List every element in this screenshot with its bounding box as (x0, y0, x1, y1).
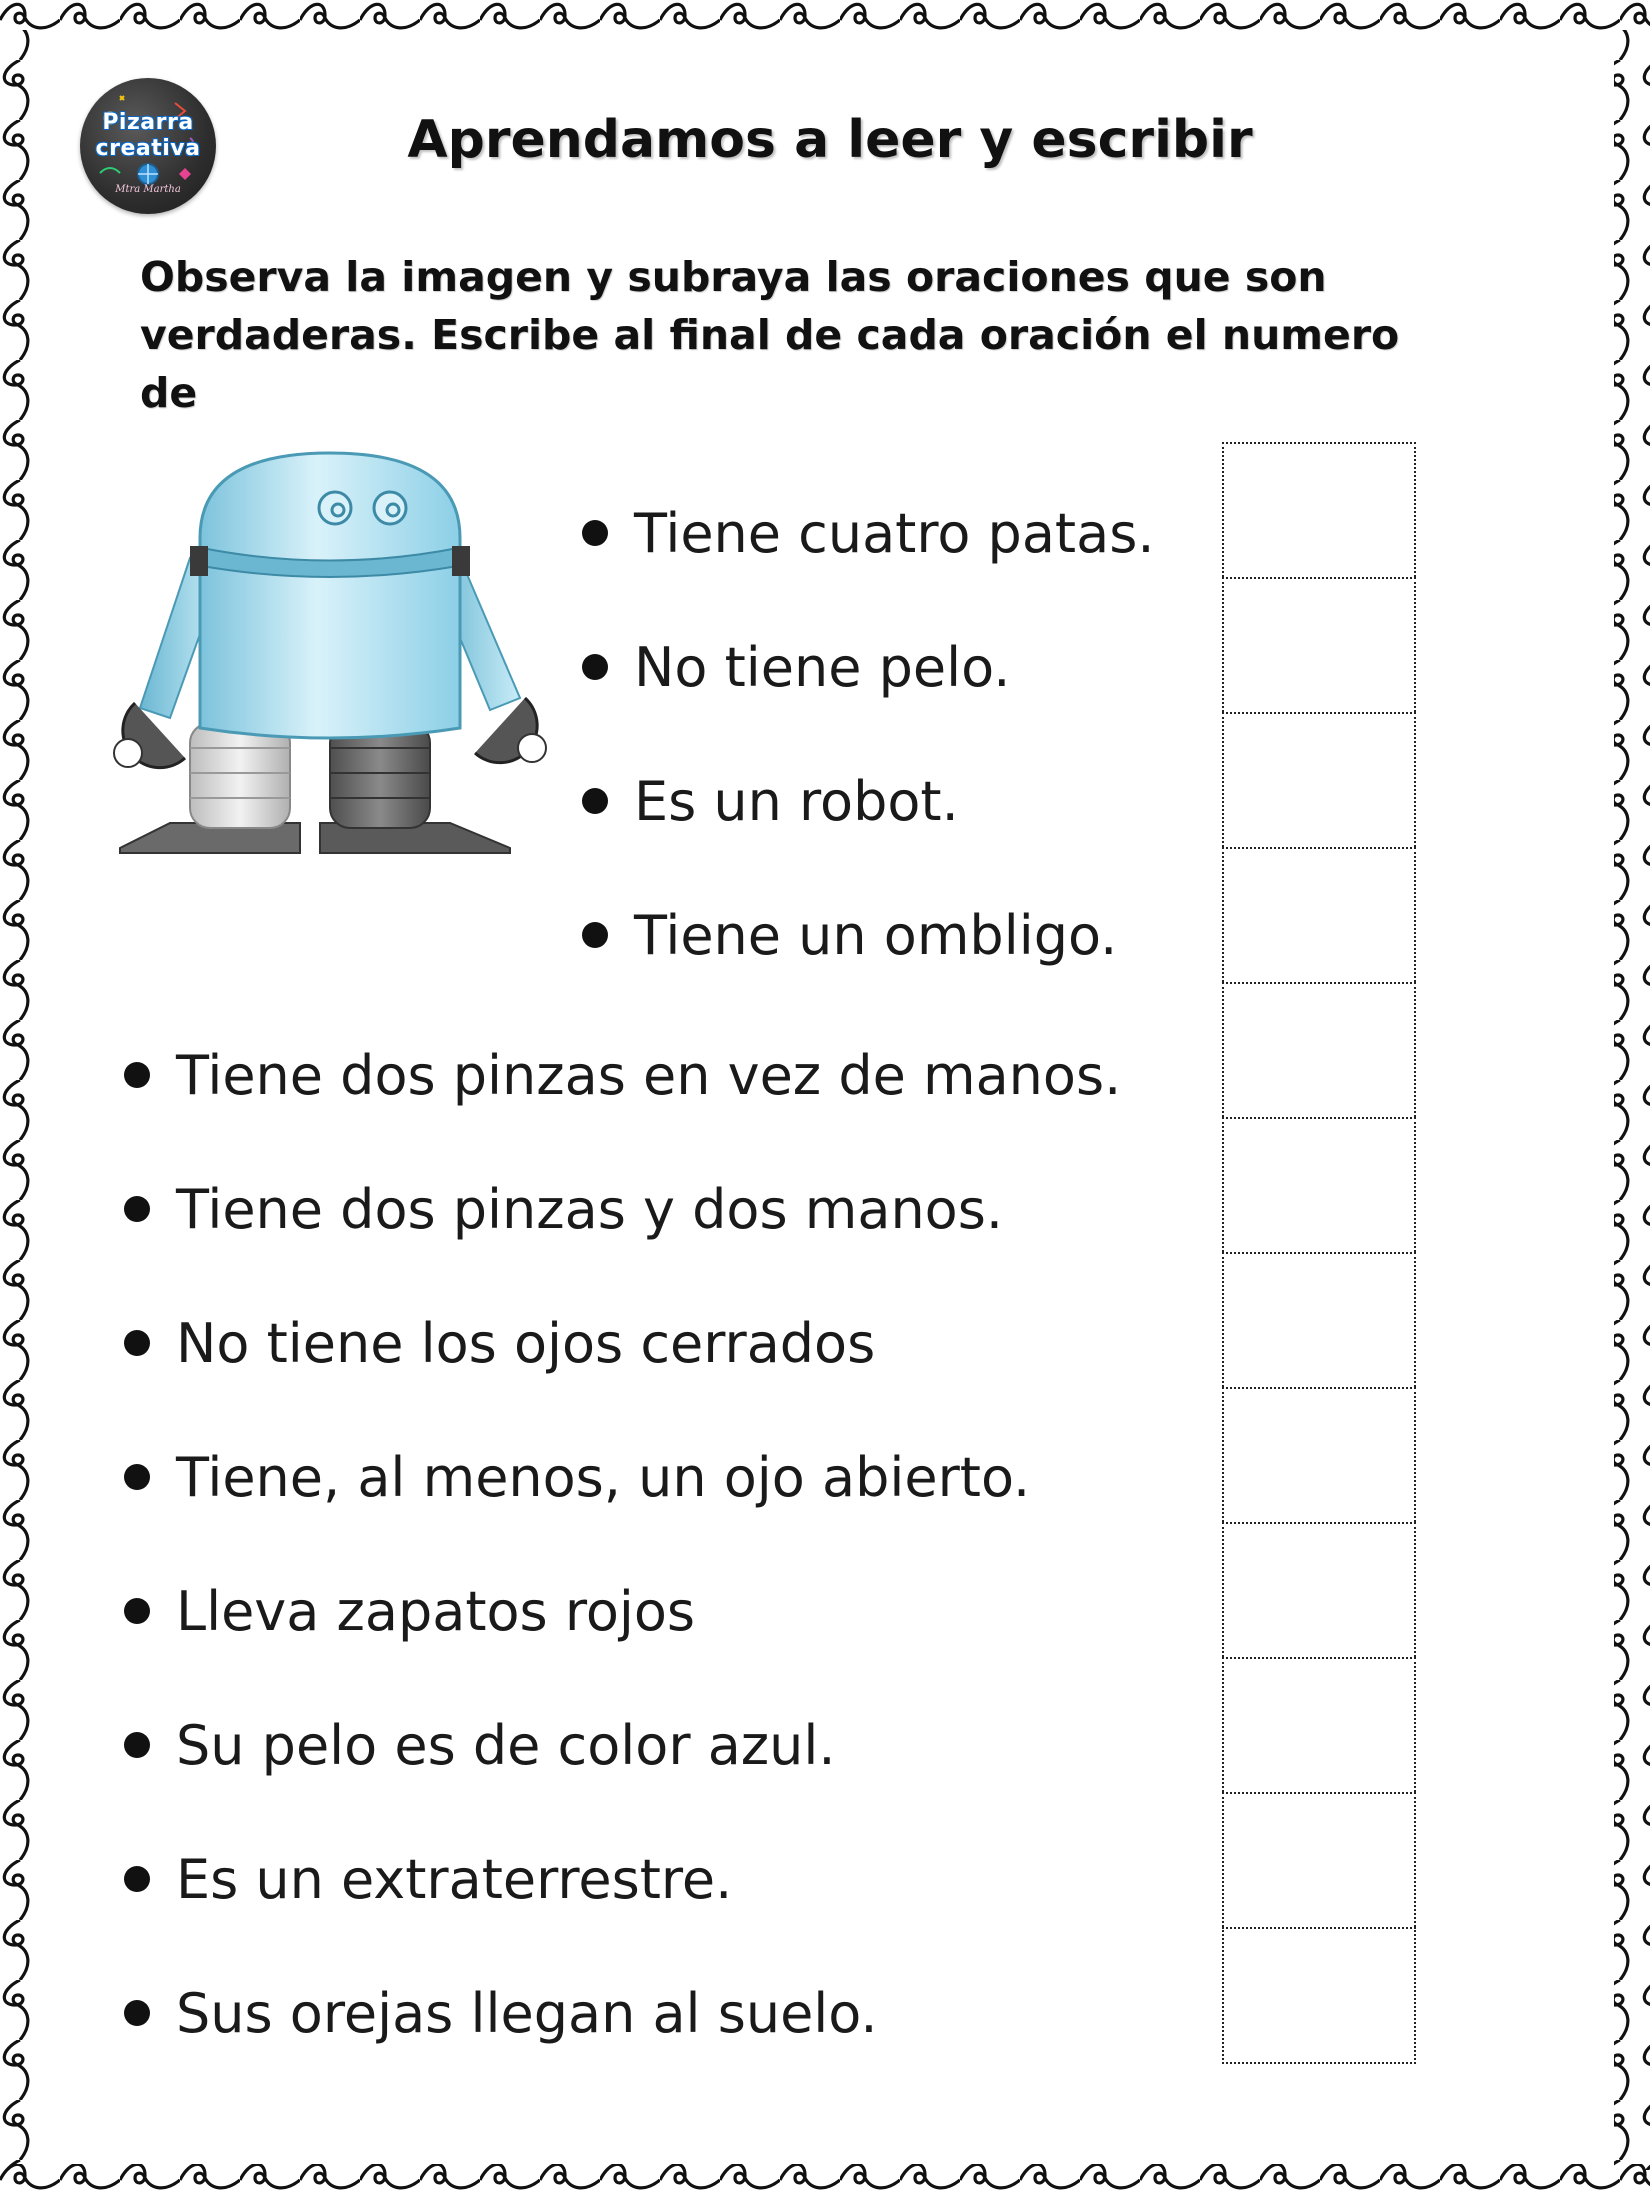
logo-line-2: creativa (95, 136, 201, 161)
bullet-icon (582, 788, 608, 814)
sentence-text: Tiene cuatro patas. (634, 501, 1155, 565)
sentence-7[interactable] (124, 1298, 875, 1388)
sentence-text: Su pelo es de color azul. (176, 1713, 836, 1777)
sentence-text: No tiene los ojos cerrados (176, 1311, 876, 1375)
sentence-text: Lleva zapatos rojos (176, 1579, 696, 1643)
bullet-icon (124, 1330, 150, 1356)
sentence-text: Tiene dos pinzas en vez de manos. (176, 1043, 1122, 1107)
bullet-icon (124, 1866, 150, 1892)
sentence-text: Tiene un ombligo. (634, 903, 1118, 967)
sentence-9[interactable] (124, 1566, 695, 1656)
answer-box-11[interactable] (1222, 1792, 1416, 1927)
bullet-icon (582, 654, 608, 680)
sentence-6[interactable] (124, 1164, 1003, 1254)
page-title: Aprendamos a leer y escribir (407, 110, 1253, 170)
answer-box-9[interactable] (1222, 1522, 1416, 1657)
answer-box-4[interactable] (1222, 847, 1416, 982)
robot-illustration-icon (90, 448, 620, 888)
logo-line-1: Pizarra (102, 110, 194, 135)
sentence-4[interactable] (582, 890, 1117, 980)
sentence-text: Tiene, al menos, un ojo abierto. (176, 1445, 1031, 1509)
bullet-icon (124, 1732, 150, 1758)
answer-box-8[interactable] (1222, 1387, 1416, 1522)
sentence-12[interactable] (124, 1968, 878, 2058)
sentence-11[interactable] (124, 1834, 732, 1924)
sentence-text: No tiene pelo. (634, 635, 1011, 699)
answer-box-2[interactable] (1222, 577, 1416, 712)
sentence-text: Es un extraterrestre. (176, 1847, 733, 1911)
bullet-icon (582, 922, 608, 948)
answer-box-1[interactable] (1222, 442, 1416, 577)
bullet-icon (124, 1464, 150, 1490)
sentence-1[interactable] (582, 488, 1155, 578)
sentence-2[interactable] (582, 622, 1010, 712)
logo-signature: Mtra Martha (115, 184, 181, 195)
sentence-8[interactable] (124, 1432, 1030, 1522)
answer-box-3[interactable] (1222, 712, 1416, 847)
sentence-3[interactable] (582, 756, 959, 846)
bullet-icon (124, 1196, 150, 1222)
bullet-icon (124, 2000, 150, 2026)
answer-box-10[interactable] (1222, 1657, 1416, 1792)
sentence-10[interactable] (124, 1700, 836, 1790)
answer-box-12[interactable] (1222, 1927, 1416, 2064)
bullet-icon (124, 1062, 150, 1088)
instructions-text: Observa la imagen y subraya las oraciones que son verdaderas. Escribe al final de cada oración el numero de (140, 253, 1400, 417)
answer-box-6[interactable] (1222, 1117, 1416, 1252)
sentence-text: Sus orejas llegan al suelo. (176, 1981, 878, 2045)
bullet-icon (124, 1598, 150, 1624)
sentence-5[interactable] (124, 1030, 1121, 1120)
sentence-text: Tiene dos pinzas y dos manos. (176, 1177, 1004, 1241)
bullet-icon (582, 520, 608, 546)
sentence-text: Es un robot. (634, 769, 959, 833)
pizarra-creativa-logo (80, 78, 216, 214)
answer-boxes-column (1222, 442, 1416, 2064)
answer-box-7[interactable] (1222, 1252, 1416, 1387)
answer-box-5[interactable] (1222, 982, 1416, 1117)
